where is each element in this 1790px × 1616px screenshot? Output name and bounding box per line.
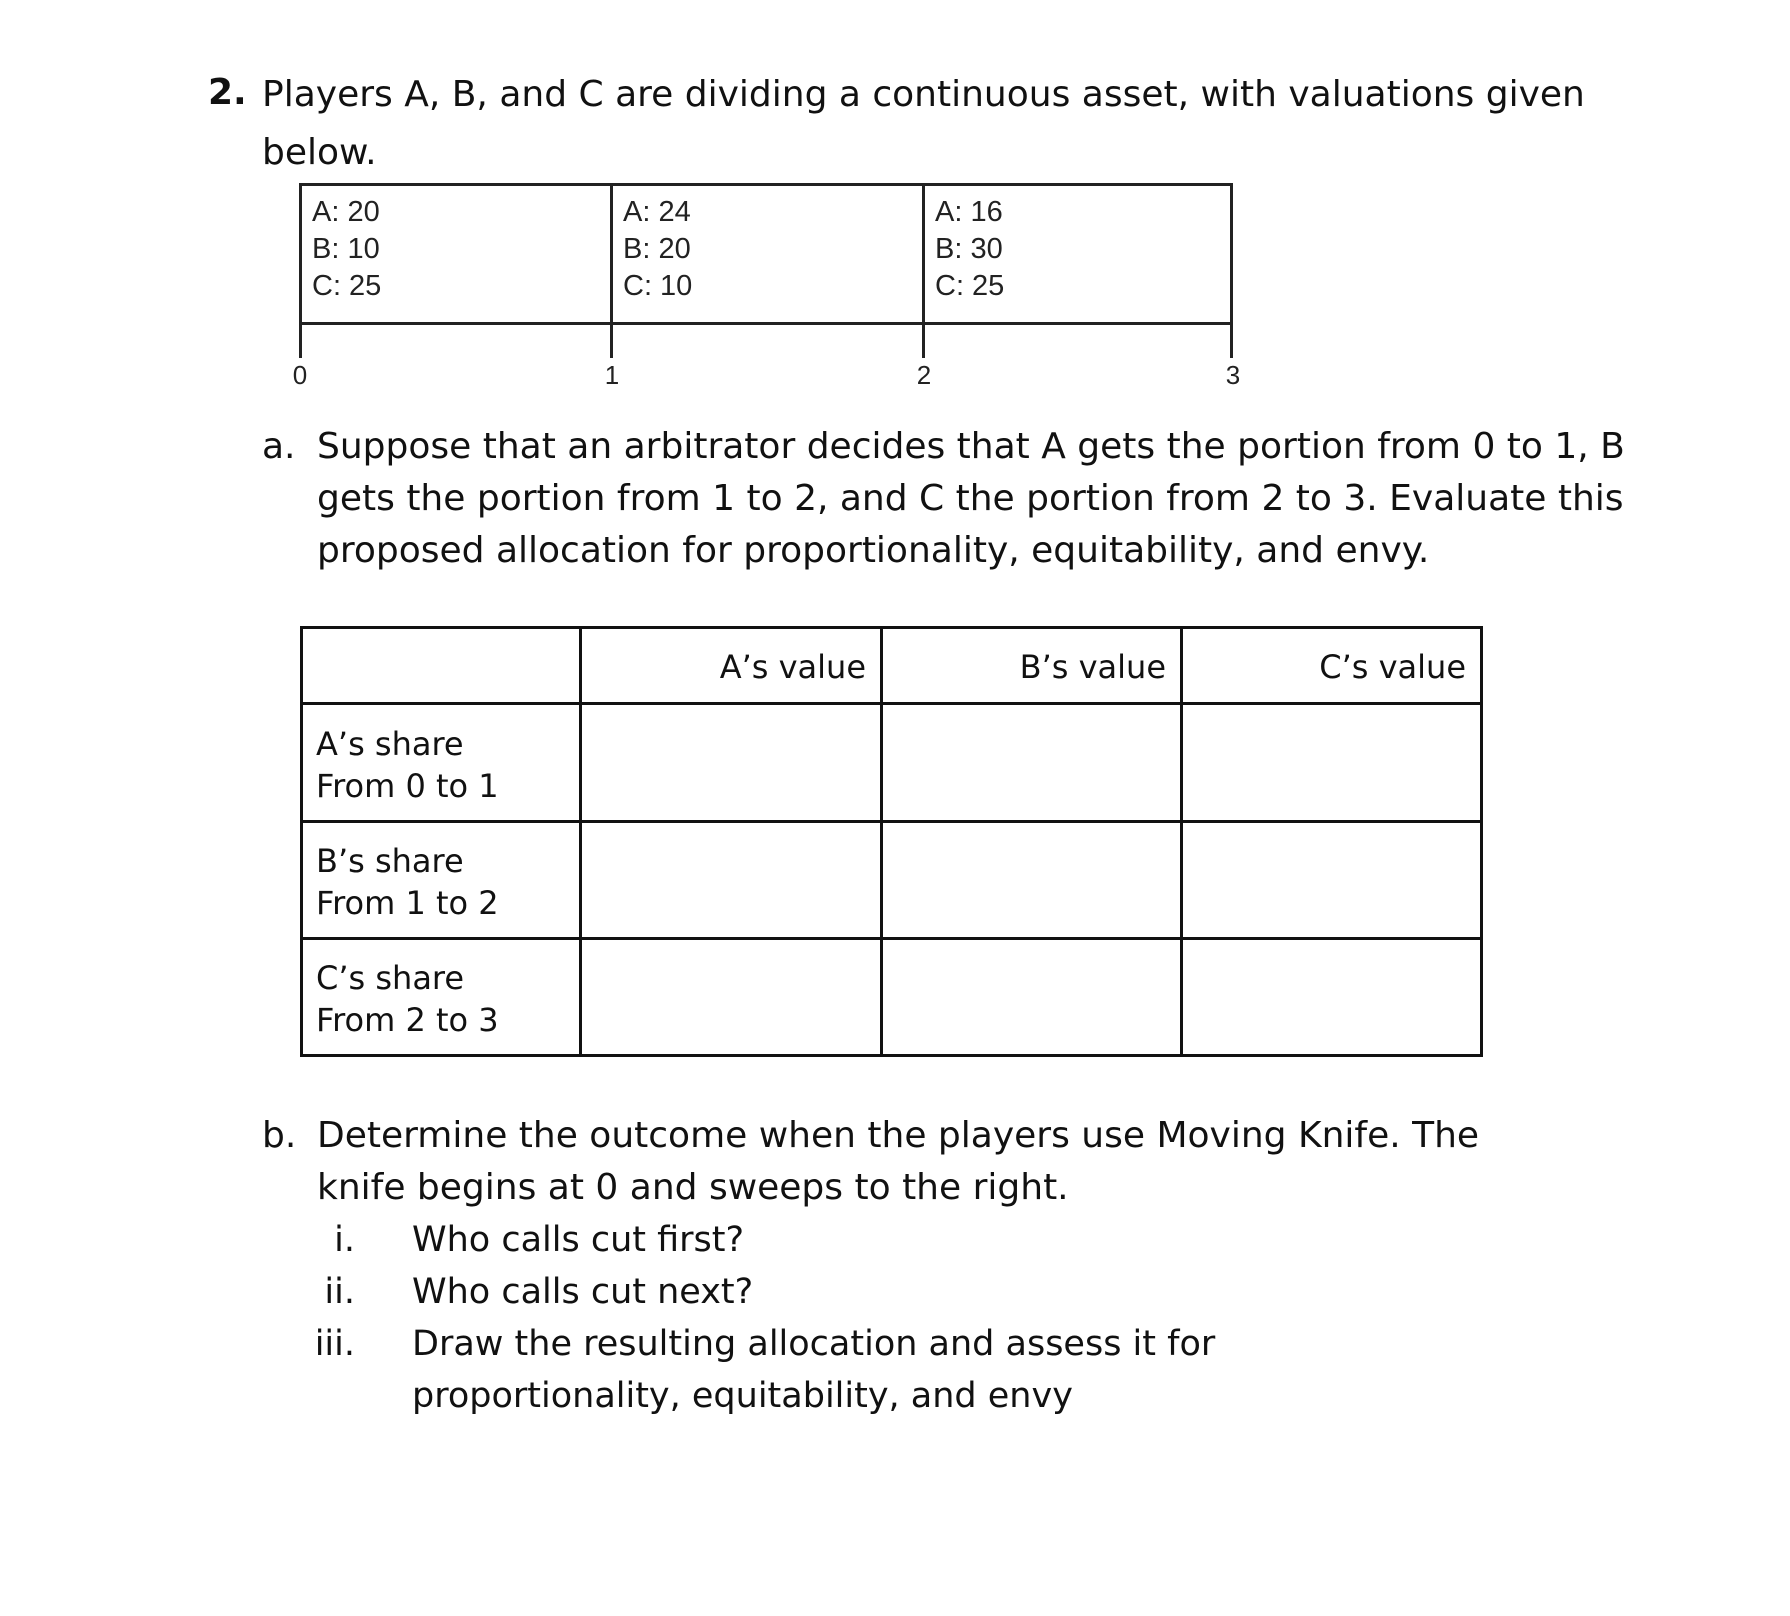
segment-value-a: A: 16: [935, 196, 1003, 228]
axis-tick-label: 2: [916, 360, 932, 390]
segment-values: [312, 194, 381, 305]
segment-value-b: B: 10: [312, 233, 380, 265]
axis-tick: [299, 325, 302, 358]
asset-bar: [299, 183, 1233, 325]
axis-tick: [922, 325, 925, 358]
list-number: ii.: [324, 1272, 355, 1312]
table-row-divider: [300, 937, 1483, 940]
row-header-range: From 2 to 3: [316, 1001, 499, 1039]
segment-value-b: B: 30: [935, 233, 1003, 265]
part-b-text: Determine the outcome when the players use Moving Knife. The knife begins at 0 and sweeps to the right.: [317, 1115, 1480, 1208]
row-header-b-share: [316, 840, 576, 924]
column-header-b-value: B’s value: [1019, 648, 1166, 686]
question-text: Players A, B, and C are dividing a continuous asset, with valuations given below.: [262, 74, 1585, 173]
row-header-range: From 1 to 2: [316, 884, 499, 922]
column-header-c-value: C’s value: [1319, 648, 1466, 686]
part-b-label: b.: [262, 1115, 297, 1156]
segment-value-a: A: 20: [312, 196, 380, 228]
row-header-c-share: [316, 957, 576, 1041]
segment-divider: [922, 183, 925, 325]
question-number: 2.: [208, 72, 247, 113]
list-item: Who calls cut next?: [412, 1272, 754, 1312]
segment-divider: [610, 183, 613, 325]
row-header-a-share: [316, 723, 576, 807]
axis-tick-label: 1: [604, 360, 620, 390]
segment-values: [935, 194, 1004, 305]
table-column-divider: [579, 626, 582, 1057]
axis-tick-label: 0: [292, 360, 308, 390]
segment-value-c: C: 25: [312, 270, 382, 302]
segment-values: [623, 194, 692, 305]
segment-value-b: B: 20: [623, 233, 691, 265]
list-item: Who calls cut first?: [412, 1220, 745, 1260]
row-header-range: From 0 to 1: [316, 767, 499, 805]
row-header-title: B’s share: [316, 842, 464, 880]
segment-value-c: C: 25: [935, 270, 1005, 302]
row-header-title: C’s share: [316, 959, 465, 997]
axis-tick: [1230, 325, 1233, 358]
part-a-label: a.: [262, 426, 296, 467]
table-column-divider: [1180, 626, 1183, 1057]
column-header-a-value: A’s value: [719, 648, 866, 686]
axis-tick-label: 3: [1225, 360, 1241, 390]
axis-tick: [610, 325, 613, 358]
list-item: Draw the resulting allocation and assess it for proportionality, equitability, and envy: [412, 1324, 1216, 1416]
table-row-divider: [300, 702, 1483, 705]
segment-value-a: A: 24: [623, 196, 691, 228]
list-number: iii.: [314, 1324, 355, 1364]
table-column-divider: [880, 626, 883, 1057]
list-number: i.: [334, 1220, 355, 1260]
part-a-text: Suppose that an arbitrator decides that A gets the portion from 0 to 1, B gets the portion from 1 to 2, and C the portion from 2 to 3. Evaluate this proposed allocation for proportionality, equitability, and envy.: [317, 426, 1625, 571]
table-row-divider: [300, 820, 1483, 823]
row-header-title: A’s share: [316, 725, 464, 763]
segment-value-c: C: 10: [623, 270, 693, 302]
